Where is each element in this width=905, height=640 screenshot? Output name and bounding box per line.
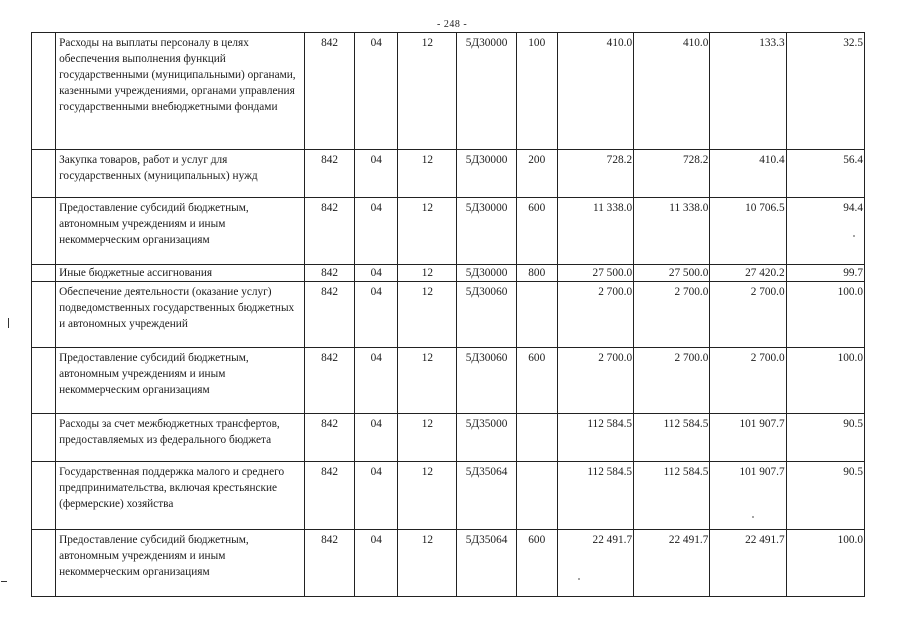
row-name: Предоставление субсидий бюджетным, автономным учреждениям и иным некоммерческим организациям bbox=[56, 198, 305, 265]
table-row bbox=[32, 265, 865, 282]
executed-amount: 410.4 bbox=[710, 150, 786, 198]
executed-amount: 101 907.7 bbox=[710, 414, 786, 462]
target-code: 5Д30060 bbox=[457, 348, 516, 414]
ministry-code: 842 bbox=[304, 282, 354, 348]
subsection-code: 12 bbox=[398, 198, 457, 265]
approved-amount: 27 500.0 bbox=[557, 265, 633, 282]
expense-kind-code bbox=[516, 462, 557, 530]
section-code: 04 bbox=[355, 414, 398, 462]
row-name: Предоставление субсидий бюджетным, автономным учреждениям и иным некоммерческим организациям bbox=[56, 530, 305, 597]
expense-kind-code bbox=[516, 414, 557, 462]
table-row bbox=[32, 282, 865, 348]
execution-percent: 32.5 bbox=[786, 33, 864, 150]
refined-amount: 2 700.0 bbox=[634, 282, 710, 348]
refined-amount: 27 500.0 bbox=[634, 265, 710, 282]
expense-kind-code bbox=[516, 282, 557, 348]
refined-amount: 22 491.7 bbox=[634, 530, 710, 597]
table-row bbox=[32, 414, 865, 462]
table-row bbox=[32, 33, 865, 150]
budget-table bbox=[31, 32, 865, 597]
executed-amount: 27 420.2 bbox=[710, 265, 786, 282]
execution-percent: 56.4 bbox=[786, 150, 864, 198]
refined-amount: 410.0 bbox=[634, 33, 710, 150]
subsection-code: 12 bbox=[398, 150, 457, 198]
section-code: 04 bbox=[355, 348, 398, 414]
section-code: 04 bbox=[355, 265, 398, 282]
executed-amount: 101 907.7 bbox=[710, 462, 786, 530]
subsection-code: 12 bbox=[398, 33, 457, 150]
executed-amount: 133.3 bbox=[710, 33, 786, 150]
section-code: 04 bbox=[355, 530, 398, 597]
scan-speck bbox=[752, 516, 754, 518]
empty-cell bbox=[32, 150, 56, 198]
execution-percent: 99.7 bbox=[786, 265, 864, 282]
execution-percent: 100.0 bbox=[786, 282, 864, 348]
ministry-code: 842 bbox=[304, 150, 354, 198]
refined-amount: 11 338.0 bbox=[634, 198, 710, 265]
row-name: Обеспечение деятельности (оказание услуг) подведомственных государственных бюджетных и автономных учреждений bbox=[56, 282, 305, 348]
execution-percent: 100.0 bbox=[786, 530, 864, 597]
approved-amount: 410.0 bbox=[557, 33, 633, 150]
empty-cell bbox=[32, 282, 56, 348]
scan-margin-mark bbox=[8, 318, 9, 328]
empty-cell bbox=[32, 530, 56, 597]
expense-kind-code: 100 bbox=[516, 33, 557, 150]
table-row bbox=[32, 530, 865, 597]
section-code: 04 bbox=[355, 198, 398, 265]
table-row bbox=[32, 198, 865, 265]
section-code: 04 bbox=[355, 150, 398, 198]
execution-percent: 94.4 bbox=[786, 198, 864, 265]
refined-amount: 2 700.0 bbox=[634, 348, 710, 414]
ministry-code: 842 bbox=[304, 462, 354, 530]
empty-cell bbox=[32, 33, 56, 150]
table-row bbox=[32, 150, 865, 198]
expense-kind-code: 200 bbox=[516, 150, 557, 198]
subsection-code: 12 bbox=[398, 530, 457, 597]
refined-amount: 112 584.5 bbox=[634, 462, 710, 530]
execution-percent: 100.0 bbox=[786, 348, 864, 414]
row-name: Расходы на выплаты персоналу в целях обеспечения выполнения функций государственными (муниципальными) органами, казенными учреждениями, органами управления государственными внебюджетными фондами bbox=[56, 33, 305, 150]
subsection-code: 12 bbox=[398, 462, 457, 530]
executed-amount: 2 700.0 bbox=[710, 282, 786, 348]
row-name: Иные бюджетные ассигнования bbox=[56, 265, 305, 282]
expense-kind-code: 600 bbox=[516, 198, 557, 265]
target-code: 5Д30000 bbox=[457, 265, 516, 282]
approved-amount: 728.2 bbox=[557, 150, 633, 198]
ministry-code: 842 bbox=[304, 414, 354, 462]
row-name: Государственная поддержка малого и среднего предпринимательства, включая крестьянские (фермерские) хозяйства bbox=[56, 462, 305, 530]
scan-speck bbox=[578, 578, 580, 580]
ministry-code: 842 bbox=[304, 265, 354, 282]
execution-percent: 90.5 bbox=[786, 414, 864, 462]
approved-amount: 2 700.0 bbox=[557, 282, 633, 348]
page-number: - 248 - bbox=[437, 19, 468, 30]
scan-margin-mark bbox=[1, 581, 7, 582]
target-code: 5Д30000 bbox=[457, 198, 516, 265]
empty-cell bbox=[32, 265, 56, 282]
executed-amount: 10 706.5 bbox=[710, 198, 786, 265]
empty-cell bbox=[32, 348, 56, 414]
row-name: Предоставление субсидий бюджетным, автономным учреждениям и иным некоммерческим организациям bbox=[56, 348, 305, 414]
target-code: 5Д30060 bbox=[457, 282, 516, 348]
ministry-code: 842 bbox=[304, 348, 354, 414]
target-code: 5Д35064 bbox=[457, 530, 516, 597]
target-code: 5Д35064 bbox=[457, 462, 516, 530]
subsection-code: 12 bbox=[398, 282, 457, 348]
expense-kind-code: 600 bbox=[516, 348, 557, 414]
scan-speck bbox=[853, 235, 855, 237]
empty-cell bbox=[32, 462, 56, 530]
empty-cell bbox=[32, 198, 56, 265]
ministry-code: 842 bbox=[304, 198, 354, 265]
ministry-code: 842 bbox=[304, 530, 354, 597]
subsection-code: 12 bbox=[398, 348, 457, 414]
ministry-code: 842 bbox=[304, 33, 354, 150]
refined-amount: 112 584.5 bbox=[634, 414, 710, 462]
executed-amount: 22 491.7 bbox=[710, 530, 786, 597]
table-row bbox=[32, 348, 865, 414]
approved-amount: 11 338.0 bbox=[557, 198, 633, 265]
target-code: 5Д30000 bbox=[457, 150, 516, 198]
empty-cell bbox=[32, 414, 56, 462]
execution-percent: 90.5 bbox=[786, 462, 864, 530]
approved-amount: 2 700.0 bbox=[557, 348, 633, 414]
approved-amount: 112 584.5 bbox=[557, 414, 633, 462]
approved-amount: 112 584.5 bbox=[557, 462, 633, 530]
executed-amount: 2 700.0 bbox=[710, 348, 786, 414]
subsection-code: 12 bbox=[398, 265, 457, 282]
subsection-code: 12 bbox=[398, 414, 457, 462]
table-row bbox=[32, 462, 865, 530]
target-code: 5Д35000 bbox=[457, 414, 516, 462]
row-name: Закупка товаров, работ и услуг для государственных (муниципальных) нужд bbox=[56, 150, 305, 198]
target-code: 5Д30000 bbox=[457, 33, 516, 150]
row-name: Расходы за счет межбюджетных трансфертов, предоставляемых из федерального бюджета bbox=[56, 414, 305, 462]
section-code: 04 bbox=[355, 462, 398, 530]
expense-kind-code: 600 bbox=[516, 530, 557, 597]
refined-amount: 728.2 bbox=[634, 150, 710, 198]
expense-kind-code: 800 bbox=[516, 265, 557, 282]
section-code: 04 bbox=[355, 33, 398, 150]
approved-amount: 22 491.7 bbox=[557, 530, 633, 597]
section-code: 04 bbox=[355, 282, 398, 348]
